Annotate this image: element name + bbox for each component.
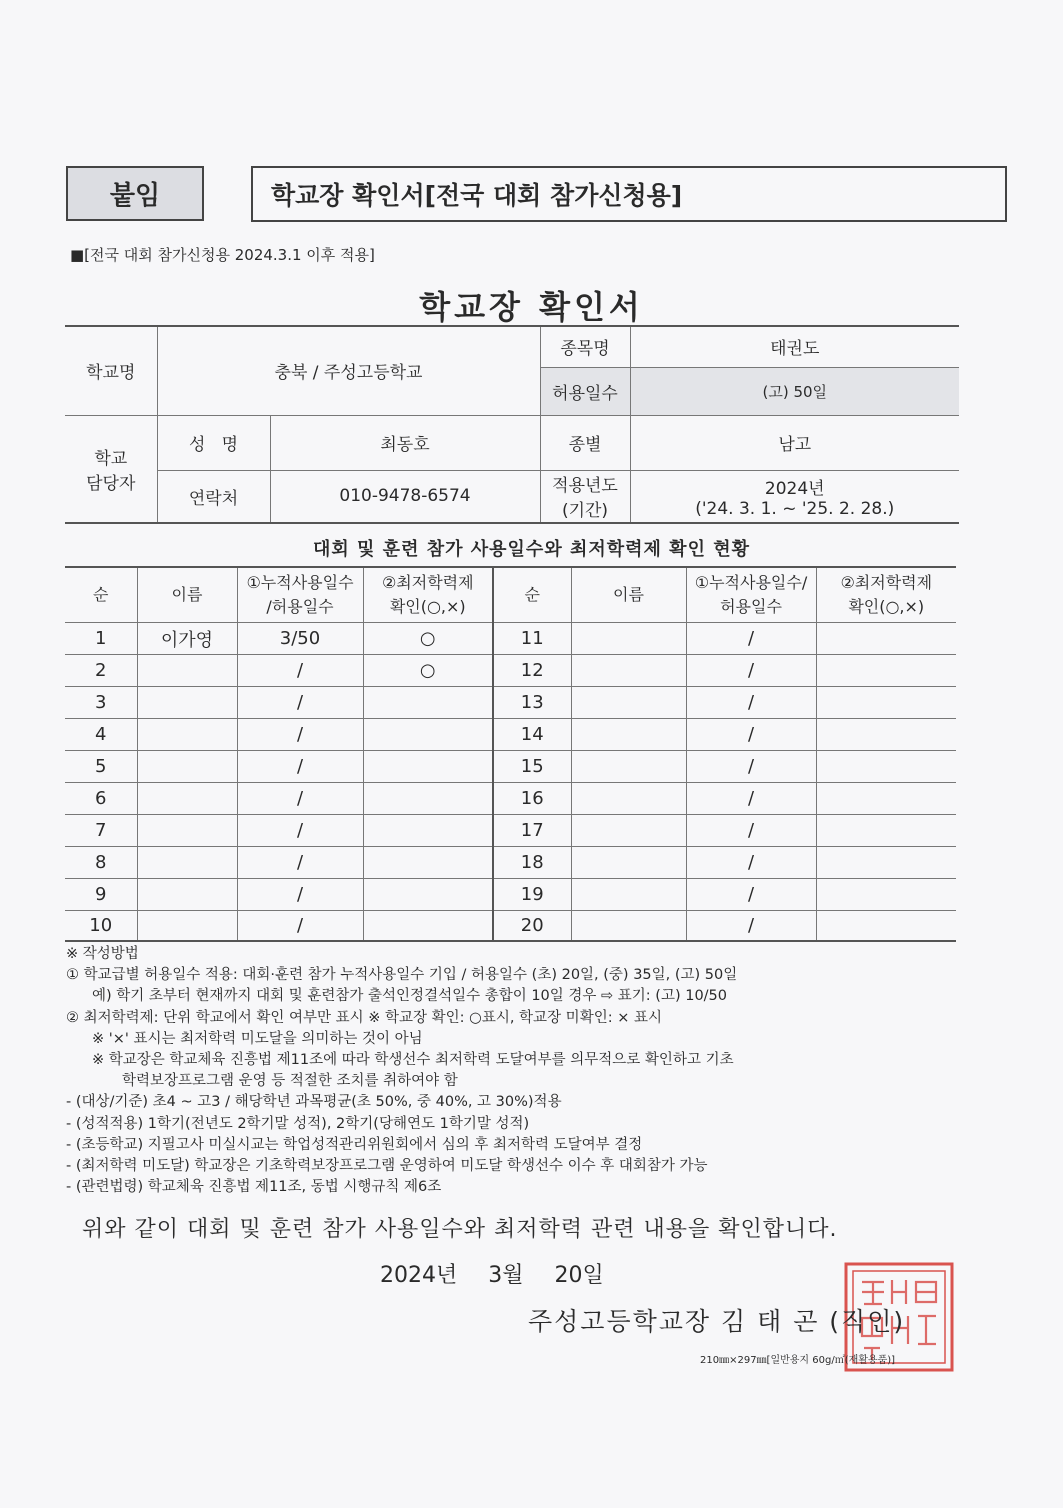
- row-edu: [363, 783, 493, 815]
- contact-label: 연락처: [157, 470, 270, 523]
- allowed-days-value: (고) 50일: [630, 367, 959, 415]
- instructions: [66, 944, 966, 1198]
- col-name-right: 이름: [571, 567, 686, 623]
- staff-label-line1: 학교: [94, 448, 128, 469]
- contact-value: 010-9478-6574: [270, 470, 540, 523]
- year-value-cell: [630, 470, 959, 523]
- table-row: [65, 783, 956, 815]
- row-days: /: [237, 719, 363, 751]
- row-no-right: 18: [493, 847, 571, 879]
- row-name-right: [571, 687, 686, 719]
- col-days-right-line2: 허용일수: [720, 597, 782, 616]
- period-value: ('24. 3. 1. ~ '25. 2. 28.): [695, 498, 895, 519]
- col-edu-line1: ②최저학력제: [381, 573, 474, 592]
- row-edu-right: [816, 879, 956, 911]
- col-no-right: 순: [493, 567, 571, 623]
- col-edu: [363, 567, 493, 623]
- school-value: 충북 / 주성고등학교: [157, 326, 540, 415]
- row-name-right: [571, 815, 686, 847]
- row-no-right: 16: [493, 783, 571, 815]
- year-label-line2: (기간): [561, 501, 609, 522]
- instructions-heading: ※ 작성방법: [66, 946, 139, 962]
- date-year: 2024년: [380, 1263, 458, 1288]
- row-no: 6: [65, 783, 137, 815]
- col-days-line1: ①누적사용일수: [246, 573, 354, 592]
- row-edu: ○: [363, 623, 493, 655]
- row-edu: [363, 719, 493, 751]
- row-days-right: /: [686, 655, 816, 687]
- row-days: /: [237, 751, 363, 783]
- row-name-right: [571, 783, 686, 815]
- col-days-line2: /허용일수: [266, 597, 334, 616]
- instruction-2: ② 최저학력제: 단위 학교에서 확인 여부만 표시 ※ 학교장 확인: ○표시, 학교장 미확인: × 표시: [66, 1009, 662, 1026]
- instruction-2-note-b2: 학력보장프로그램 운영 등 적절한 조치를 취하여야 함: [122, 1073, 458, 1090]
- row-days-right: /: [686, 719, 816, 751]
- row-name: [137, 655, 237, 687]
- col-edu-right-line1: ②최저학력제: [840, 573, 933, 592]
- name-value: 최동호: [270, 415, 540, 470]
- attachment-tag: 붙임: [66, 166, 204, 221]
- event-label: 종목명: [540, 326, 630, 367]
- year-value: 2024년: [764, 478, 825, 499]
- allowed-days-label: 허용일수: [540, 367, 630, 415]
- row-name-right: [571, 719, 686, 751]
- row-name: [137, 879, 237, 911]
- col-no: 순: [65, 567, 137, 623]
- row-edu-right: [816, 783, 956, 815]
- row-days: /: [237, 655, 363, 687]
- table-row: [65, 719, 956, 751]
- table-row: [65, 751, 956, 783]
- col-edu-right-line2: 확인(○,×): [848, 597, 925, 616]
- header-title: 학교장 확인서[전국 대회 참가신청용]: [251, 166, 1007, 222]
- detail-4: - (최저학력 미도달) 학교장은 기초학력보장프로그램 운영하여 미도달 학생선수 이수 후 대회참가 가능: [66, 1158, 708, 1175]
- row-edu: [363, 879, 493, 911]
- row-name-right: [571, 847, 686, 879]
- row-no-right: 14: [493, 719, 571, 751]
- row-days-right: /: [686, 783, 816, 815]
- signer-line: 주성고등학교장 김 태 곤 (직인): [528, 1307, 906, 1336]
- row-edu-right: [816, 655, 956, 687]
- row-days: /: [237, 687, 363, 719]
- row-edu: ○: [363, 655, 493, 687]
- row-edu-right: [816, 815, 956, 847]
- col-edu-right: [816, 567, 956, 623]
- row-no-right: 12: [493, 655, 571, 687]
- row-name-right: [571, 879, 686, 911]
- table-row: [65, 687, 956, 719]
- row-no: 9: [65, 879, 137, 911]
- detail-3: - (초등학교) 지필고사 미실시교는 학업성적관리위원회에서 심의 후 최저학력 도달여부 결정: [66, 1136, 643, 1153]
- row-days-right: /: [686, 751, 816, 783]
- row-no: 7: [65, 815, 137, 847]
- row-days: /: [237, 911, 363, 941]
- row-days-right: /: [686, 879, 816, 911]
- row-name: [137, 719, 237, 751]
- row-no: 2: [65, 655, 137, 687]
- row-edu: [363, 815, 493, 847]
- date-day: 20일: [554, 1263, 604, 1288]
- row-edu-right: [816, 687, 956, 719]
- instruction-1-example: 예) 학기 초부터 현재까지 대회 및 훈련참가 출석인정결석일수 총합이 10일 경우 ⇨ 표기: (고) 10/50: [92, 988, 728, 1005]
- confirmation-statement: 위와 같이 대회 및 훈련 참가 사용일수와 최저학력 관련 내용을 확인합니다.: [82, 1217, 838, 1242]
- row-edu: [363, 911, 493, 941]
- row-edu: [363, 847, 493, 879]
- gender-label: 종별: [540, 415, 630, 470]
- page-title: 학교장 확인서: [419, 288, 644, 326]
- school-label: 학교명: [65, 326, 157, 415]
- row-edu-right: [816, 847, 956, 879]
- section-title: 대회 및 훈련 참가 사용일수와 최저학력제 확인 현황: [312, 539, 750, 560]
- roster-header-row: [65, 567, 956, 623]
- detail-5: - (관련법령) 학교체육 진흥법 제11조, 동법 시행규칙 제6조: [66, 1179, 442, 1196]
- row-days: /: [237, 879, 363, 911]
- row-name-right: [571, 751, 686, 783]
- row-no: 8: [65, 847, 137, 879]
- row-name: [137, 847, 237, 879]
- instruction-1: ① 학교급별 허용일수 적용: 대회·훈련 참가 누적사용일수 기입 / 허용일수 (초) 20일, (중) 35일, (고) 50일: [66, 967, 738, 984]
- detail-2: - (성적적용) 1학기(전년도 2학기말 성적), 2학기(당해연도 1학기말 성적): [66, 1115, 530, 1132]
- row-no-right: 17: [493, 815, 571, 847]
- row-days: /: [237, 783, 363, 815]
- row-no-right: 13: [493, 687, 571, 719]
- col-days-right: [686, 567, 816, 623]
- row-no-right: 11: [493, 623, 571, 655]
- school-info-table: [65, 325, 959, 524]
- row-edu-right: [816, 623, 956, 655]
- gender-value: 남고: [630, 415, 959, 470]
- staff-label: [65, 415, 157, 523]
- row-edu: [363, 751, 493, 783]
- table-row: [65, 879, 956, 911]
- row-name-right: [571, 655, 686, 687]
- row-no: 3: [65, 687, 137, 719]
- roster-table: [65, 566, 956, 942]
- row-no: 1: [65, 623, 137, 655]
- row-days-right: /: [686, 815, 816, 847]
- table-row: [65, 655, 956, 687]
- row-no-right: 15: [493, 751, 571, 783]
- row-days-right: /: [686, 687, 816, 719]
- table-row: [65, 623, 956, 655]
- row-days-right: /: [686, 847, 816, 879]
- row-days-right: /: [686, 911, 816, 941]
- row-no-right: 20: [493, 911, 571, 941]
- name-label: 성 명: [157, 415, 270, 470]
- instruction-2-note-b1: ※ 학교장은 학교체육 진흥법 제11조에 따라 학생선수 최저학력 도달여부를 의무적으로 확인하고 기초: [92, 1052, 734, 1069]
- event-value: 태권도: [630, 326, 959, 367]
- date-month: 3월: [488, 1263, 524, 1288]
- table-row: [65, 847, 956, 879]
- row-no: 5: [65, 751, 137, 783]
- col-name: 이름: [137, 567, 237, 623]
- col-edu-line2: 확인(○,×): [389, 597, 466, 616]
- row-edu-right: [816, 719, 956, 751]
- year-label: [540, 470, 630, 523]
- row-days: /: [237, 815, 363, 847]
- staff-label-line2: 담당자: [86, 473, 136, 494]
- row-no: 4: [65, 719, 137, 751]
- table-row: [65, 911, 956, 941]
- row-name-right: [571, 623, 686, 655]
- row-days: 3/50: [237, 623, 363, 655]
- row-name: 이가영: [137, 623, 237, 655]
- paper-spec: 210㎜×297㎜[일반용지 60g/㎡(재활용품)]: [700, 1355, 896, 1366]
- row-edu-right: [816, 751, 956, 783]
- detail-1: - (대상/기준) 초4 ~ 고3 / 해당학년 과목평균(초 50%, 중 40%, 고 30%)적용: [66, 1094, 562, 1111]
- row-name-right: [571, 911, 686, 941]
- table-row: [65, 815, 956, 847]
- row-days-right: /: [686, 623, 816, 655]
- row-no-right: 19: [493, 879, 571, 911]
- applicability-note: ■[전국 대회 참가신청용 2024.3.1 이후 적용]: [70, 246, 375, 264]
- row-edu: [363, 687, 493, 719]
- row-name: [137, 783, 237, 815]
- row-name: [137, 751, 237, 783]
- row-name: [137, 815, 237, 847]
- row-edu-right: [816, 911, 956, 941]
- instruction-2-note-a: ※ '×' 표시는 최저학력 미도달을 의미하는 것이 아님: [92, 1030, 423, 1047]
- row-name: [137, 687, 237, 719]
- col-days: [237, 567, 363, 623]
- col-days-right-line1: ①누적사용일수/: [694, 573, 808, 592]
- row-name: [137, 911, 237, 941]
- year-label-line1: 적용년도: [552, 476, 618, 497]
- row-days: /: [237, 847, 363, 879]
- signature-date: [380, 1258, 604, 1289]
- row-no: 10: [65, 911, 137, 941]
